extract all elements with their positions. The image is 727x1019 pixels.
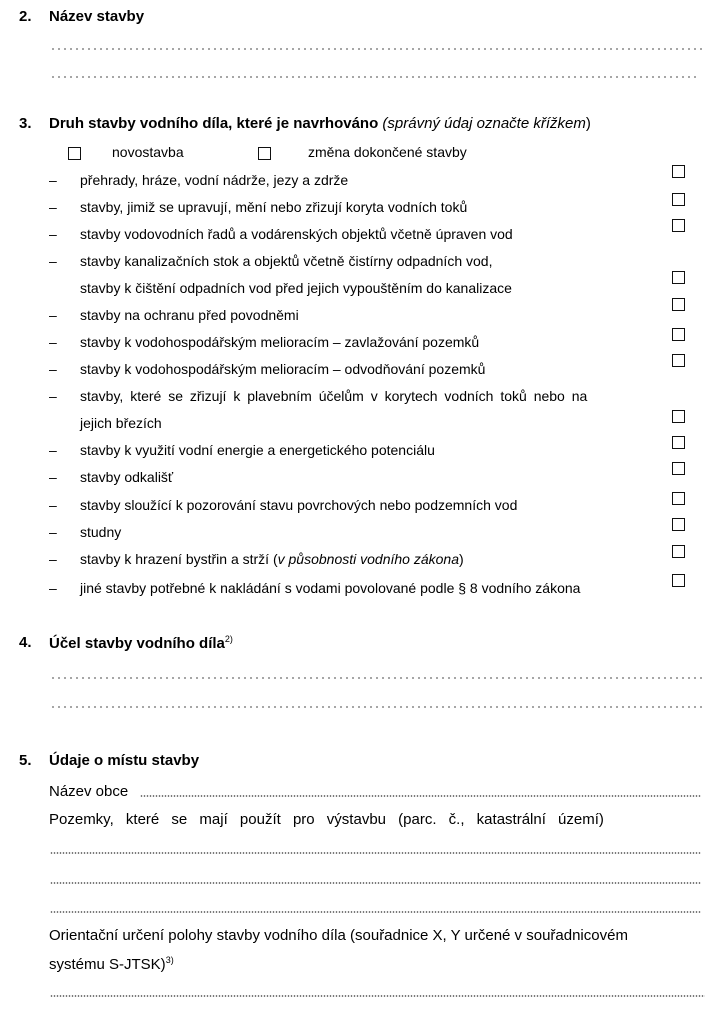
checkbox-item-6[interactable] — [672, 328, 685, 341]
ucel-stavby-line-1[interactable] — [50, 677, 703, 679]
checkbox-item-2[interactable] — [672, 193, 685, 206]
orientacni-urceni-label-2 — [49, 955, 174, 973]
list-item: stavby k vodohospodářským melioracím – zavlažování pozemků — [80, 334, 480, 350]
dash: – — [49, 497, 57, 513]
list-item: stavby, které se zřizují k plavebním účelům v korytech vodních toků nebo na — [80, 388, 588, 404]
checkbox-item-5[interactable] — [672, 298, 685, 311]
list-item: stavby kanalizačních stok a objektů včetně čistírny odpadních vod, — [80, 253, 493, 269]
list-item — [80, 551, 464, 567]
checkbox-item-10[interactable] — [672, 462, 685, 475]
list-item: stavby k vodohospodářským melioracím – odvodňování pozemků — [80, 361, 486, 377]
nazev-obce-label: Název obce — [49, 783, 129, 800]
list-item: stavby vodovodních řadů a vodárenských objektů včetně úpraven vod — [80, 226, 513, 242]
checkbox-item-4[interactable] — [672, 271, 685, 284]
list-item: jiné stavby potřebné k nakládání s vodami povolované podle § 8 vodního zákona — [80, 580, 581, 596]
dash: – — [49, 334, 57, 350]
list-item: stavby sloužící k pozorování stavu povrchových nebo podzemních vod — [80, 497, 518, 513]
footnote-ref: 3) — [165, 955, 174, 965]
list-item-continuation: jejich březích — [80, 415, 162, 431]
section-2-title: Název stavby — [49, 8, 145, 25]
checkbox-item-14[interactable] — [672, 574, 685, 587]
list-item-continuation: stavby k čištění odpadních vod před jejich vypouštěním do kanalizace — [80, 280, 512, 296]
nazev-stavby-line-2[interactable] — [50, 76, 697, 78]
option-zmena-label: změna dokončené stavby — [308, 144, 467, 160]
checkbox-item-9[interactable] — [672, 436, 685, 449]
list-item: studny — [80, 524, 122, 540]
list-item: stavby k využití vodní energie a energetického potenciálu — [80, 442, 435, 458]
option-novostavba-label: novostavba — [112, 144, 184, 160]
dash: – — [49, 199, 57, 215]
list-item: přehrady, hráze, vodní nádrže, jezy a zdrže — [80, 172, 349, 188]
nazev-obce-line[interactable] — [140, 795, 701, 797]
checkbox-item-1[interactable] — [672, 165, 685, 178]
list-item: stavby, jimiž se upravují, mění nebo zřizují koryta vodních toků — [80, 199, 468, 215]
section-3-title-text: Druh stavby vodního díla, které je navrhováno — [49, 115, 379, 132]
dash: – — [49, 442, 57, 458]
footnote-ref: 2) — [224, 634, 233, 644]
orientacni-urceni-label: Orientační určení polohy stavby vodního díla (souřadnice X, Y určené v souřadnicovém — [49, 927, 628, 944]
list-item: stavby odkališť — [80, 469, 174, 485]
dash: – — [49, 580, 57, 596]
list-item-close: ) — [458, 551, 464, 567]
checkbox-item-13[interactable] — [672, 545, 685, 558]
section-3-title — [49, 115, 591, 132]
dash: – — [49, 524, 57, 540]
list-item-text: stavby k hrazení bystřin a strží ( — [80, 551, 278, 567]
section-4-number: 4. — [19, 634, 32, 651]
pozemky-line-1[interactable] — [50, 852, 701, 854]
pozemky-label: Pozemky, které se mají použít pro výstavbu (parc. č., katastrální území) — [49, 811, 604, 828]
dash: – — [49, 253, 57, 269]
section-2-number: 2. — [19, 8, 32, 25]
checkbox-novostavba[interactable] — [68, 147, 81, 160]
pozemky-line-2[interactable] — [50, 882, 701, 884]
section-5-title: Údaje o místu stavby — [49, 752, 200, 769]
dash: – — [49, 551, 57, 567]
section-4-title-text: Účel stavby vodního díla — [49, 635, 225, 652]
section-5-number: 5. — [19, 752, 32, 769]
dash: – — [49, 469, 57, 485]
section-3-note: správný údaj označte křížkem — [387, 115, 586, 132]
dash: – — [49, 388, 57, 404]
checkbox-item-11[interactable] — [672, 492, 685, 505]
section-4-title — [49, 634, 233, 652]
dash: – — [49, 361, 57, 377]
dash: – — [49, 172, 57, 188]
checkbox-item-12[interactable] — [672, 518, 685, 531]
nazev-stavby-line-1[interactable] — [50, 48, 705, 50]
orient-text: systému S-JTSK) — [49, 956, 166, 973]
list-item: stavby na ochranu před povodněmi — [80, 307, 299, 323]
note-open: ( — [378, 115, 388, 132]
dash: – — [49, 226, 57, 242]
checkbox-zmena-dokoncene-stavby[interactable] — [258, 147, 271, 160]
note-close: ) — [585, 115, 591, 132]
pozemky-line-3[interactable] — [50, 911, 701, 913]
dash: – — [49, 307, 57, 323]
checkbox-item-3[interactable] — [672, 219, 685, 232]
souradnice-line[interactable] — [50, 995, 705, 997]
list-item-italic: v působnosti vodního zákona — [277, 551, 459, 567]
section-3-number: 3. — [19, 115, 32, 132]
ucel-stavby-line-2[interactable] — [50, 706, 703, 708]
checkbox-item-8[interactable] — [672, 410, 685, 423]
checkbox-item-7[interactable] — [672, 354, 685, 367]
